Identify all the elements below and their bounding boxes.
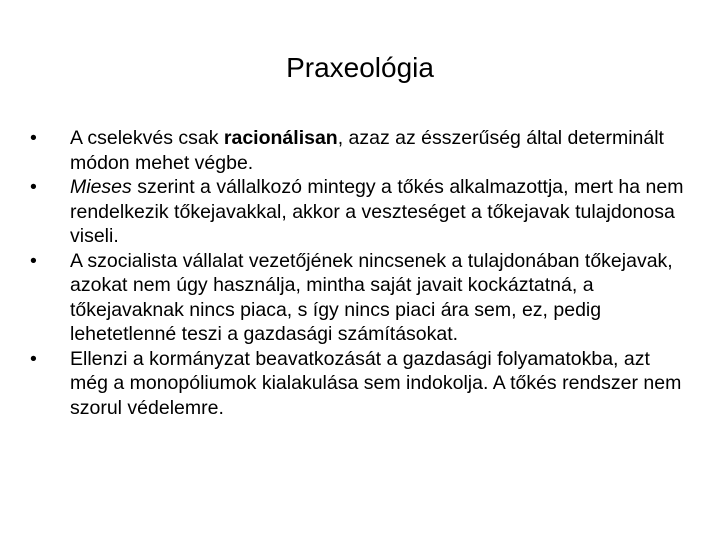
bullet-icon: • — [30, 347, 37, 370]
bullet-item-2 — [30, 175, 690, 249]
bullet-text-1-before: A cselekvés csak — [70, 127, 224, 149]
bullet-text-1-after: , azaz az ésszerűség által determinált módon mehet végbe. — [70, 127, 664, 174]
bullet-text-1-emphasis: racionálisan — [223, 127, 338, 149]
bullet-item-3 — [30, 249, 690, 347]
bullet-text-4: Ellenzi a kormányzat beavatkozását a gazdasági folyamatokba, azt még a monopóliumok kialakulása sem indokolja. A tőkés rendszer nem szorul védelemre. — [70, 347, 682, 419]
bullet-text-2-emphasis: Mieses — [70, 176, 132, 198]
bullet-icon: • — [30, 127, 37, 149]
bullet-list — [30, 126, 690, 420]
bullet-icon: • — [30, 249, 37, 272]
slide-title: Praxeológia — [286, 52, 434, 83]
bullet-icon: • — [30, 176, 37, 198]
bullet-item-4 — [30, 347, 690, 421]
bullet-text-2-after: szerint a vállalkozó mintegy a tőkés alkalmazottja, mert ha nem rendelkezik tőkejavakkal, akkor a veszteséget a tőkejavak tulajdonosa viseli. — [70, 176, 684, 247]
bullet-item-1 — [30, 126, 690, 175]
bullet-text-3: A szocialista vállalat vezetőjének nincsenek a tulajdonában tőkejavak, azokat nem úgy használja, mintha saját javait kockáztatná, a tőkejavaknak nincs piaca, s így nincs piaci ára sem, ez, pedig lehetetlenné teszi a gazdasági számításokat. — [70, 249, 673, 345]
